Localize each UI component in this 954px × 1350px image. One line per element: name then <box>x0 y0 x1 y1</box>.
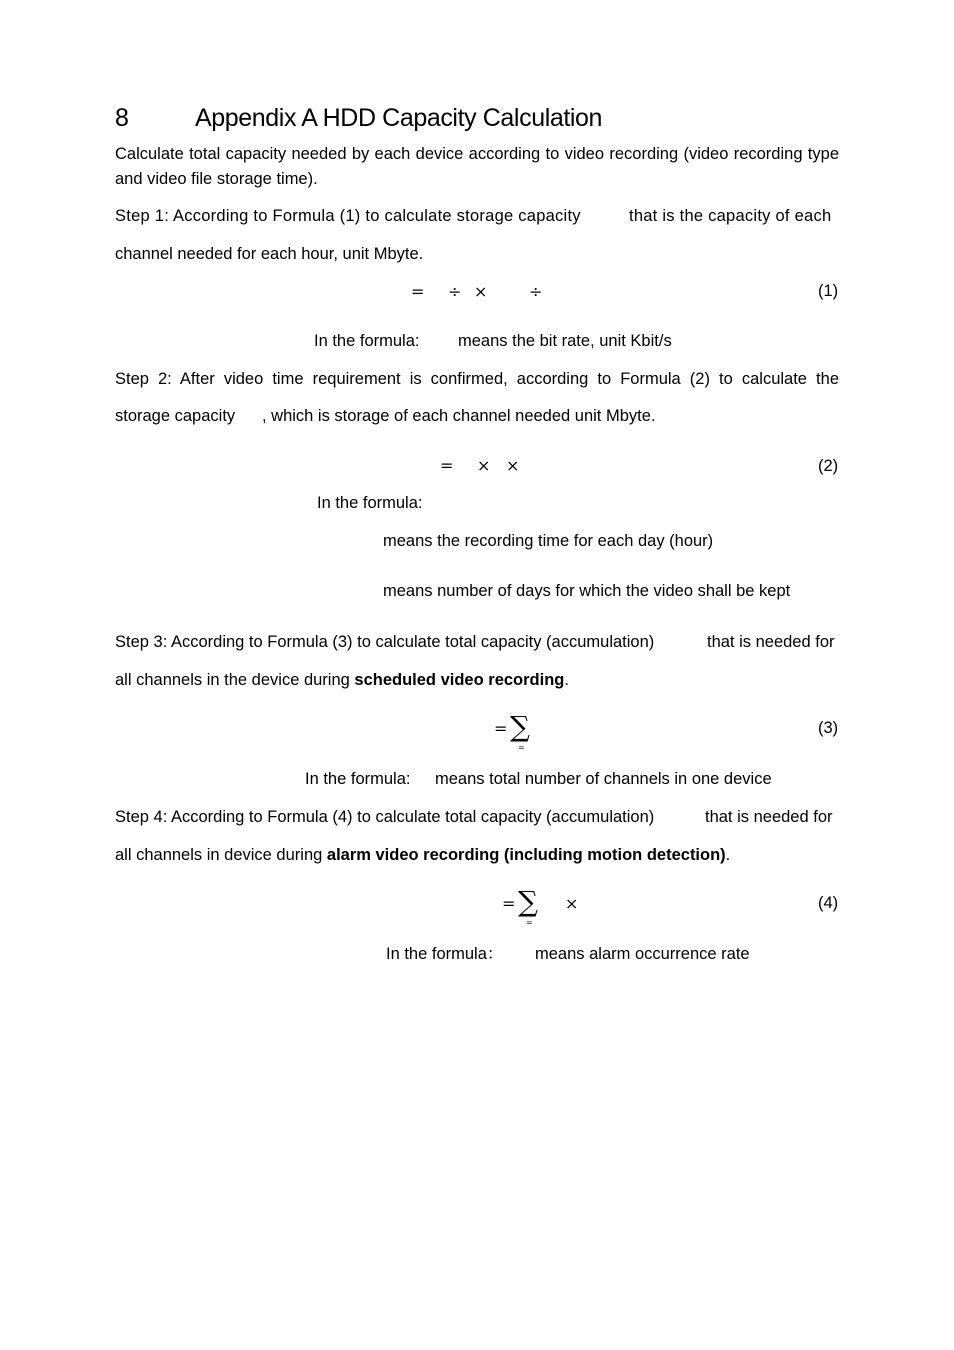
step4-line2-prefix: all channels in device during <box>115 846 327 864</box>
formula-1-op-times: × <box>474 282 488 301</box>
step3-line2-bold: scheduled video recording <box>354 671 565 689</box>
step4-line1-left: Step 4: According to Formula (4) to calculate total capacity (accumulation) <box>115 808 655 826</box>
formula-4-number: (4) <box>818 894 839 912</box>
step4-line2 <box>115 843 730 868</box>
step4-line2-suffix: . <box>725 846 731 864</box>
formula-2-op-times2: × <box>506 456 520 475</box>
step3-note-text: means total number of channels in one device <box>435 770 772 788</box>
step1-note-prefix: In the formula: <box>314 332 420 350</box>
formula-1-op-div2: ÷ <box>529 282 543 301</box>
intro-paragraph: Calculate total capacity needed by each device according to video recording (video recording type and video file storage time). <box>115 145 839 188</box>
formula-1-op-eq: = <box>411 282 425 301</box>
formula-4-times: × <box>565 894 579 913</box>
step2-line2-left: storage capacity <box>115 407 236 425</box>
step3-line1-left: Step 3: According to Formula (3) to calculate total capacity (accumulation) <box>115 633 655 651</box>
step1-line2: channel needed for each hour, unit Mbyte. <box>115 245 424 263</box>
formula-4-eq: = <box>502 894 516 913</box>
formula-2-number: (2) <box>818 457 839 475</box>
step2-line1: Step 2: After video time requirement is confirmed, according to Formula (2) to calculate the <box>115 370 839 388</box>
formula-3-number: (3) <box>818 719 839 737</box>
step1-note-text: means the bit rate, unit Kbit/s <box>458 332 672 350</box>
section-number: 8 <box>115 104 129 132</box>
step3-line2 <box>115 668 569 693</box>
step4-line1-right: that is needed for <box>705 808 833 826</box>
section-title: Appendix A HDD Capacity Calculation <box>195 104 603 132</box>
formula-2-op-eq: = <box>440 456 454 475</box>
formula-4-sub: = <box>526 918 533 927</box>
formula-1-number: (1) <box>818 282 839 300</box>
step2-note-line1: means the recording time for each day (hour) <box>383 532 714 550</box>
formula-2-op-times: × <box>477 456 491 475</box>
formula-3-sigma: ∑ <box>510 710 530 743</box>
step1-line1-right: that is the capacity of each <box>629 207 832 225</box>
step3-line2-suffix: . <box>564 671 569 689</box>
step4-note-text: means alarm occurrence rate <box>535 945 750 963</box>
step3-line2-prefix: all channels in the device during <box>115 671 355 689</box>
step2-note-prefix: In the formula: <box>317 494 423 512</box>
formula-3-sub: = <box>518 743 525 752</box>
step2-line2-right: , which is storage of each channel needed unit Mbyte. <box>262 407 656 425</box>
step4-note-prefix: In the formula： <box>386 945 504 963</box>
step4-line2-bold: alarm video recording (including motion detection) <box>326 846 726 864</box>
formula-1-op-div: ÷ <box>448 282 462 301</box>
step3-line1-right: that is needed for <box>707 633 835 651</box>
step1-line1-left: Step 1: According to Formula (1) to calculate storage capacity <box>115 207 581 225</box>
formula-4-sigma: ∑ <box>518 885 538 918</box>
step3-note-prefix: In the formula: <box>305 770 411 788</box>
formula-3-eq: = <box>494 719 508 738</box>
step2-note-line2: means number of days for which the video shall be kept <box>383 582 791 600</box>
